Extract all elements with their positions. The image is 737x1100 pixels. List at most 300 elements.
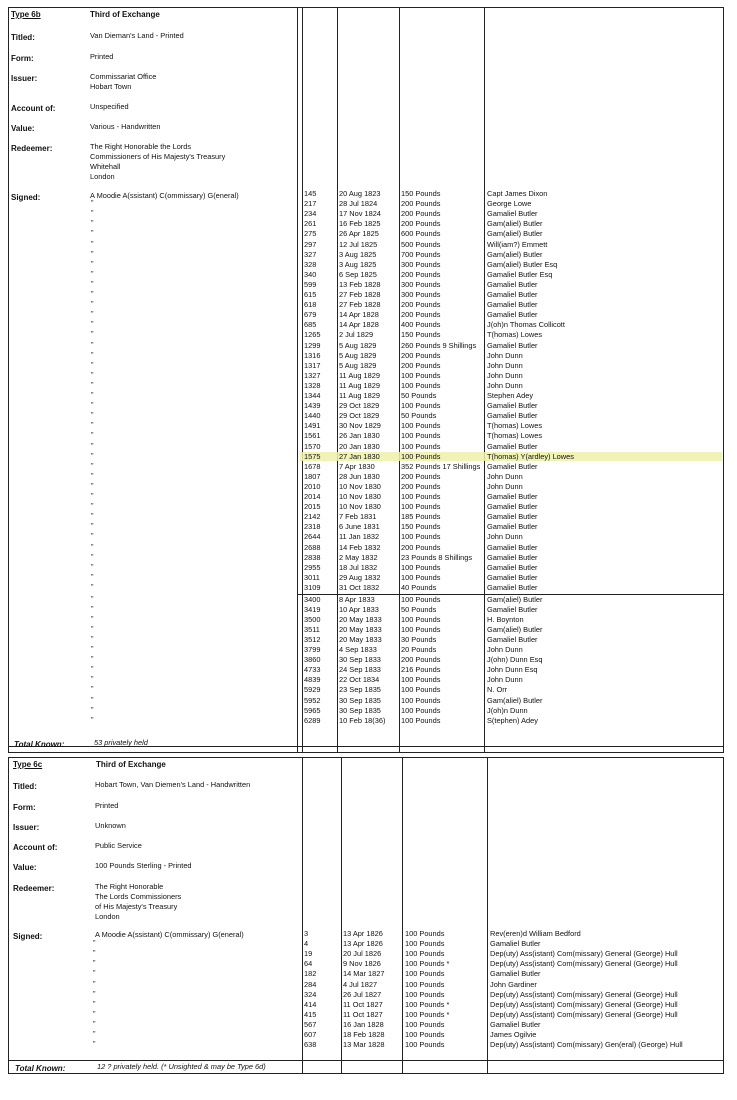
bill-payee: Gamaliel Butler <box>487 290 538 299</box>
bill-amount: 100 Pounds <box>401 492 441 501</box>
section-6b-divider-left <box>297 7 298 752</box>
bill-payee: Gamaliel Butler <box>487 300 538 310</box>
bill-payee: Gamaliel Butler Esq <box>487 269 553 279</box>
bill-date: 20 May 1833 <box>339 634 382 644</box>
ditto-mark: " <box>91 553 94 561</box>
bill-date: 23 Sep 1835 <box>339 685 381 695</box>
bill-payee: Gamaliel Butler <box>487 310 538 320</box>
bill-date: 20 May 1833 <box>339 614 382 624</box>
bill-number: 284 <box>304 979 317 989</box>
field-value: The Lords Commissioners <box>95 892 182 901</box>
bill-amount: 100 Pounds <box>401 532 441 542</box>
bill-amount: 100 Pounds <box>401 624 441 634</box>
bill-amount: 100 Pounds <box>401 614 441 624</box>
bill-date: 29 Oct 1829 <box>339 411 380 421</box>
field-label: Value: <box>13 863 37 872</box>
bill-date: 10 Nov 1830 <box>339 492 381 501</box>
field-label: Account of: <box>11 104 56 113</box>
bill-number: 1561 <box>304 431 321 441</box>
bill-date: 26 Jan 1830 <box>339 431 380 441</box>
bill-payee: Gam(aliel) Butler <box>487 624 543 634</box>
ditto-mark: " <box>91 240 94 248</box>
ditto-mark: " <box>93 960 96 968</box>
ditto-mark: " <box>91 533 94 541</box>
field-value: Hobart Town <box>90 82 132 91</box>
bill-date: 16 Jan 1828 <box>343 1019 384 1029</box>
bill-date: 11 Jan 1832 <box>339 532 380 542</box>
bill-amount: 100 Pounds <box>405 969 445 979</box>
bill-payee: James Ogilvie <box>490 1030 537 1039</box>
field-value: London <box>95 912 120 921</box>
bill-payee: John Dunn <box>487 471 523 481</box>
bill-amount: 50 Pounds <box>401 391 437 400</box>
bill-amount: 100 Pounds <box>401 370 441 380</box>
bill-date: 8 Apr 1833 <box>339 594 375 604</box>
ditto-mark: " <box>91 503 94 511</box>
ditto-mark: " <box>93 1020 96 1028</box>
bill-amount: 600 Pounds <box>401 229 441 239</box>
ditto-mark: " <box>91 371 94 379</box>
bill-payee: John Dunn <box>487 350 523 360</box>
ditto-mark: " <box>91 696 94 704</box>
ditto-mark: " <box>93 950 96 958</box>
bill-payee: T(homas) Lowes <box>487 431 543 441</box>
bill-number: 1491 <box>304 421 321 431</box>
bill-amount: 100 Pounds <box>401 451 441 461</box>
bill-number: 1299 <box>304 340 321 350</box>
bill-amount: 100 Pounds <box>405 1040 445 1050</box>
bill-date: 20 Jul 1826 <box>343 949 382 959</box>
bill-date: 14 Apr 1828 <box>339 320 379 330</box>
bill-payee: Dep(uty) Ass(istant) Com(missary) General (George) Hull <box>490 989 678 999</box>
bill-number: 5929 <box>304 685 321 695</box>
bill-amount: 100 Pounds <box>401 380 441 390</box>
ditto-mark: " <box>91 291 94 298</box>
bill-amount: 200 Pounds <box>401 655 441 665</box>
bill-payee: Gamaliel Butler <box>487 461 538 471</box>
bill-number: 328 <box>304 259 317 269</box>
bill-number: 324 <box>304 989 317 999</box>
bill-amount: 352 Pounds 17 Shillings <box>401 461 481 471</box>
bill-number: 327 <box>304 249 317 259</box>
field-label: Redeemer: <box>13 884 55 893</box>
bill-number: 3512 <box>304 634 321 644</box>
field-value: The Right Honorable <box>95 882 164 891</box>
ditto-mark: " <box>91 523 94 531</box>
bill-date: 22 Oct 1834 <box>339 675 380 685</box>
field-label: Issuer: <box>13 823 40 832</box>
bill-date: 2 Jul 1829 <box>339 330 374 340</box>
bill-amount: 100 Pounds <box>401 401 441 411</box>
field-label: Titled: <box>11 33 35 42</box>
bill-amount: 150 Pounds <box>401 330 441 340</box>
bill-date: 11 Oct 1827 <box>343 999 383 1009</box>
bill-payee: John Dunn <box>487 380 523 390</box>
bill-date: 10 Feb 18(36) <box>339 715 386 725</box>
ditto-mark: " <box>91 321 94 329</box>
ditto-mark: " <box>91 311 94 319</box>
bill-payee: Gamaliel Butler <box>487 604 538 614</box>
bill-date: 10 Nov 1830 <box>339 502 381 512</box>
bill-date: 5 Aug 1829 <box>339 340 377 350</box>
ditto-mark: " <box>91 270 94 278</box>
section-6b-signed-value: A Moodie A(ssistant) C(ommissary) G(eneral) <box>90 191 239 200</box>
bill-number: 1570 <box>304 441 321 451</box>
bill-date: 5 Aug 1829 <box>339 350 377 360</box>
bill-amount: 300 Pounds <box>401 259 441 269</box>
ditto-mark: " <box>91 573 94 581</box>
bill-date: 20 May 1833 <box>339 624 382 634</box>
bill-number: 234 <box>304 209 317 219</box>
bill-amount: 100 Pounds * <box>405 999 450 1009</box>
bill-date: 20 Jan 1830 <box>339 441 380 451</box>
field-label: Value: <box>11 124 35 133</box>
bill-payee: Gamaliel Butler <box>487 572 538 582</box>
bill-amount: 100 Pounds <box>401 685 441 695</box>
bill-payee: Gamaliel Butler <box>490 1019 541 1029</box>
bill-payee: Gamaliel Butler <box>490 939 541 949</box>
bill-amount: 200 Pounds <box>401 360 441 370</box>
ditto-mark: " <box>93 1000 96 1008</box>
bill-date: 6 Sep 1825 <box>339 269 377 279</box>
bill-amount: 185 Pounds <box>401 512 441 522</box>
bill-payee: Gamaliel Butler <box>490 969 541 979</box>
bill-amount: 500 Pounds <box>401 239 441 249</box>
bill-amount: 100 Pounds * <box>405 959 450 969</box>
bill-amount: 100 Pounds <box>405 989 445 999</box>
field-label: Issuer: <box>11 74 38 83</box>
section-6c-total-label: Total Known: <box>15 1064 66 1073</box>
bill-payee: Gam(aliel) Butler <box>487 219 543 229</box>
bill-date: 29 Oct 1829 <box>339 401 380 411</box>
field-value: Various - Handwritten <box>90 122 161 131</box>
ditto-mark: " <box>91 381 94 389</box>
bill-payee: T(homas) Y(ardley) Lowes <box>487 451 574 461</box>
bill-number: 1265 <box>304 330 321 340</box>
bill-amount: 200 Pounds <box>401 300 441 310</box>
bill-payee: John Dunn Esq <box>487 665 538 675</box>
bill-payee: Gamaliel Butler <box>487 401 538 411</box>
bill-amount: 200 Pounds <box>401 350 441 360</box>
bill-number: 3011 <box>304 572 320 582</box>
bill-amount: 200 Pounds <box>401 310 441 320</box>
bill-number: 1807 <box>304 471 321 481</box>
ditto-mark: " <box>91 472 94 480</box>
bill-payee: John Dunn <box>487 675 523 685</box>
bill-payee: Capt James Dixon <box>487 189 548 198</box>
bill-number: 64 <box>304 959 313 969</box>
ditto-mark: " <box>91 666 94 674</box>
field-value: Van Dieman's Land - Printed <box>90 31 184 40</box>
ditto-mark: " <box>91 210 94 218</box>
field-value: 100 Pounds Sterling - Printed <box>95 861 192 870</box>
ditto-mark: " <box>91 646 94 653</box>
bill-date: 3 Aug 1825 <box>339 259 377 269</box>
bill-payee: T(homas) Lowes <box>487 330 543 340</box>
bill-amount: 100 Pounds <box>401 431 441 441</box>
bill-date: 10 Apr 1833 <box>339 604 379 614</box>
ditto-mark: " <box>91 402 94 410</box>
bill-number: 1316 <box>304 350 321 360</box>
bill-number: 2838 <box>304 552 321 562</box>
ditto-mark: " <box>91 442 94 450</box>
bill-date: 31 Oct 1832 <box>339 582 380 592</box>
ditto-mark: " <box>93 940 96 948</box>
bill-payee: Will(iam?) Emmett <box>487 239 548 249</box>
bill-amount: 100 Pounds * <box>405 1009 450 1019</box>
bill-amount: 200 Pounds <box>401 199 441 209</box>
bill-number: 4733 <box>304 665 321 675</box>
section-6b-total-label: Total Known: <box>14 740 65 749</box>
field-label: Account of: <box>13 843 58 852</box>
bill-date: 30 Sep 1835 <box>339 695 381 705</box>
ditto-mark: " <box>91 605 94 613</box>
bill-date: 12 Jul 1825 <box>339 239 378 249</box>
bill-date: 14 Mar 1827 <box>343 969 385 979</box>
ditto-mark: " <box>91 656 94 664</box>
section-6b-divider-num <box>302 7 303 752</box>
bill-number: 3500 <box>304 614 321 624</box>
bill-amount: 200 Pounds <box>401 471 441 481</box>
bill-date: 30 Nov 1829 <box>339 421 381 431</box>
section-6b-signed-label: Signed: <box>11 193 41 202</box>
section-6b-divider-date <box>337 7 338 752</box>
bill-number: 3400 <box>304 594 321 604</box>
section-6c-signed-value: A Moodie A(ssistant) C(ommissary) G(eneral) <box>95 930 244 939</box>
bill-date: 30 Sep 1835 <box>339 705 381 715</box>
bill-amount: 300 Pounds <box>401 290 441 299</box>
bill-amount: 216 Pounds <box>401 665 441 675</box>
bill-date: 5 Aug 1829 <box>339 360 377 370</box>
ditto-mark: " <box>91 462 94 470</box>
ditto-mark: " <box>93 980 96 988</box>
field-value: Printed <box>95 801 119 810</box>
ditto-mark: " <box>91 432 94 440</box>
bill-number: 3 <box>304 929 309 938</box>
bill-number: 638 <box>304 1040 317 1050</box>
ditto-mark: " <box>91 220 94 228</box>
bill-number: 3860 <box>304 655 321 665</box>
ditto-mark: " <box>91 563 94 571</box>
bill-date: 11 Oct 1827 <box>343 1009 383 1019</box>
bill-amount: 100 Pounds <box>401 705 441 715</box>
bill-amount: 200 Pounds <box>401 481 441 491</box>
bill-date: 28 Jul 1824 <box>339 199 378 209</box>
bill-number: 4839 <box>304 675 321 685</box>
bill-number: 6289 <box>304 715 321 725</box>
bill-date: 10 Nov 1830 <box>339 481 381 491</box>
bill-payee: Gam(aliel) Butler <box>487 594 543 604</box>
section-6c-divider-date <box>341 757 342 1073</box>
bill-date: 20 Aug 1823 <box>339 189 381 198</box>
ditto-mark: " <box>91 260 94 268</box>
ditto-mark: " <box>91 625 94 633</box>
bill-amount: 100 Pounds <box>401 675 441 685</box>
field-value: London <box>90 172 115 181</box>
bill-number: 2644 <box>304 532 321 542</box>
field-value: Public Service <box>95 841 142 850</box>
bill-payee: J(ohn) Dunn Esq <box>487 655 543 665</box>
bill-amount: 50 Pounds <box>401 411 437 421</box>
bill-payee: Gamaliel Butler <box>487 502 538 512</box>
bill-amount: 100 Pounds <box>405 1030 445 1039</box>
bill-number: 607 <box>304 1030 317 1039</box>
bill-number: 5965 <box>304 705 321 715</box>
ditto-mark: " <box>91 482 94 490</box>
bill-amount: 260 Pounds 9 Shillings <box>401 340 477 350</box>
bill-payee: S(tephen) Adey <box>487 715 538 725</box>
ditto-mark: " <box>91 706 94 714</box>
ditto-mark: " <box>93 990 96 998</box>
bill-amount: 100 Pounds <box>401 572 441 582</box>
ditto-mark: " <box>91 280 94 288</box>
type-6b-label: Type 6b <box>11 10 41 19</box>
bill-date: 30 Sep 1833 <box>339 655 381 665</box>
ditto-mark: " <box>91 513 94 521</box>
bill-amount: 200 Pounds <box>401 209 441 219</box>
bill-number: 1327 <box>304 370 321 380</box>
bill-amount: 20 Pounds <box>401 645 437 654</box>
field-label: Form: <box>11 54 34 63</box>
bill-payee: Gamaliel Butler <box>487 411 538 421</box>
bill-payee: Gamaliel Butler <box>487 634 538 644</box>
bill-number: 567 <box>304 1019 317 1029</box>
bill-payee: J(oh)n Thomas Collicott <box>487 320 565 330</box>
ditto-mark: " <box>91 230 94 238</box>
field-value: Printed <box>90 52 114 61</box>
bill-payee: Dep(uty) Ass(istant) Com(missary) General (George) Hull <box>490 959 678 969</box>
bill-payee: Gamaliel Butler <box>487 441 538 451</box>
ditto-mark: " <box>91 583 94 591</box>
section-6c-signed-label: Signed: <box>13 932 43 941</box>
section-6c-divider-left <box>302 757 303 1073</box>
bill-payee: Rev(eren)d William Bedford <box>490 929 581 938</box>
bill-number: 2955 <box>304 562 321 572</box>
bill-amount: 200 Pounds <box>401 269 441 279</box>
bill-amount: 400 Pounds <box>401 320 441 330</box>
bill-payee: Gamaliel Butler <box>487 552 538 562</box>
ditto-mark: " <box>91 595 94 603</box>
bill-amount: 100 Pounds <box>401 441 441 451</box>
bill-date: 13 Mar 1828 <box>343 1040 385 1050</box>
bill-date: 11 Aug 1829 <box>339 380 380 390</box>
bill-date: 17 Nov 1824 <box>339 209 381 219</box>
bill-payee: John Dunn <box>487 370 523 380</box>
section-6c-total-value: 12 ? privately held. (* Unsighted & may be Type 6d) <box>97 1062 266 1071</box>
ditto-mark: " <box>91 543 94 551</box>
field-value: The Right Honorable the Lords <box>90 142 192 151</box>
bill-payee: Dep(uty) Ass(istant) Com(missary) General (George) Hull <box>490 999 678 1009</box>
ditto-mark: " <box>91 392 94 399</box>
bill-date: 29 Aug 1832 <box>339 572 381 582</box>
bill-date: 16 Feb 1825 <box>339 219 381 229</box>
bill-date: 13 Apr 1826 <box>343 939 383 949</box>
ditto-mark: " <box>91 200 94 208</box>
bill-payee: George Lowe <box>487 199 532 209</box>
bill-date: 7 Feb 1831 <box>339 512 377 522</box>
bill-date: 11 Aug 1829 <box>339 391 380 400</box>
bill-number: 685 <box>304 320 317 330</box>
bill-amount: 300 Pounds <box>401 279 441 289</box>
ditto-mark: " <box>91 716 94 724</box>
bill-payee: John Dunn <box>487 481 523 491</box>
bill-payee: J(oh)n Dunn <box>487 705 528 715</box>
section-6c-divider-payee <box>487 757 488 1073</box>
bill-date: 2 May 1832 <box>339 552 378 562</box>
bill-amount: 700 Pounds <box>401 249 441 259</box>
bill-payee: Gamaliel Butler <box>487 582 538 592</box>
bill-date: 7 Apr 1830 <box>339 461 375 471</box>
bill-date: 18 Jul 1832 <box>339 562 378 572</box>
bill-payee: Gam(aliel) Butler <box>487 695 543 705</box>
bill-number: 182 <box>304 969 317 979</box>
type-6b-heading: Third of Exchange <box>90 10 160 19</box>
bill-amount: 200 Pounds <box>401 542 441 552</box>
bill-number: 599 <box>304 279 317 289</box>
bill-number: 1344 <box>304 391 321 400</box>
field-label: Redeemer: <box>11 144 53 153</box>
section-6b-total-value: 53 privately held <box>94 738 148 747</box>
ditto-mark: " <box>91 331 94 339</box>
bill-number: 2142 <box>304 512 321 522</box>
bill-payee: John Dunn <box>487 360 523 370</box>
bill-payee: Gamaliel Butler <box>487 340 538 350</box>
bill-date: 26 Jul 1827 <box>343 989 382 999</box>
bill-payee: Gamaliel Butler <box>487 512 538 522</box>
bill-payee: Dep(uty) Ass(istant) Com(missary) Gen(eral) (George) Hull <box>490 1040 683 1050</box>
bill-number: 2015 <box>304 502 321 512</box>
ditto-mark: " <box>91 452 94 460</box>
bill-amount: 30 Pounds <box>401 634 437 644</box>
bill-amount: 23 Pounds 8 Shillings <box>401 552 473 562</box>
bill-date: 24 Sep 1833 <box>339 665 381 675</box>
ditto-mark: " <box>93 970 96 978</box>
ditto-mark: " <box>91 422 94 430</box>
type-6c-label: Type 6c <box>13 760 43 769</box>
bill-payee: Gamaliel Butler <box>487 542 538 552</box>
bill-number: 1328 <box>304 380 321 390</box>
bill-date: 4 Jul 1827 <box>343 979 378 989</box>
bill-amount: 150 Pounds <box>401 189 441 198</box>
bill-number: 2014 <box>304 492 321 501</box>
bill-number: 5952 <box>304 695 321 705</box>
bill-amount: 100 Pounds <box>405 929 445 938</box>
field-value: Commissariat Office <box>90 72 157 81</box>
bill-number: 2010 <box>304 481 321 491</box>
section-6b-divider-amount <box>399 7 400 752</box>
bill-payee: Gamaliel Butler <box>487 492 538 501</box>
field-value: Whitehall <box>90 162 121 171</box>
bill-number: 679 <box>304 310 317 320</box>
bill-amount: 100 Pounds <box>401 695 441 705</box>
bill-amount: 150 Pounds <box>401 522 441 532</box>
bill-date: 3 Aug 1825 <box>339 249 377 259</box>
ditto-mark: " <box>91 493 94 500</box>
bill-amount: 100 Pounds <box>401 562 441 572</box>
ditto-mark: " <box>91 341 94 349</box>
ditto-mark: " <box>91 635 94 643</box>
bill-payee: Gamaliel Butler <box>487 209 538 219</box>
field-label: Titled: <box>13 782 37 791</box>
bill-number: 2318 <box>304 522 321 532</box>
bill-number: 340 <box>304 269 317 279</box>
bill-date: 4 Sep 1833 <box>339 645 377 654</box>
bill-amount: 100 Pounds <box>405 1019 445 1029</box>
type-6c-heading: Third of Exchange <box>96 760 166 769</box>
bill-payee: H. Boynton <box>487 614 524 624</box>
bill-amount: 40 Pounds <box>401 582 437 592</box>
bill-payee: N. Orr <box>487 685 508 695</box>
